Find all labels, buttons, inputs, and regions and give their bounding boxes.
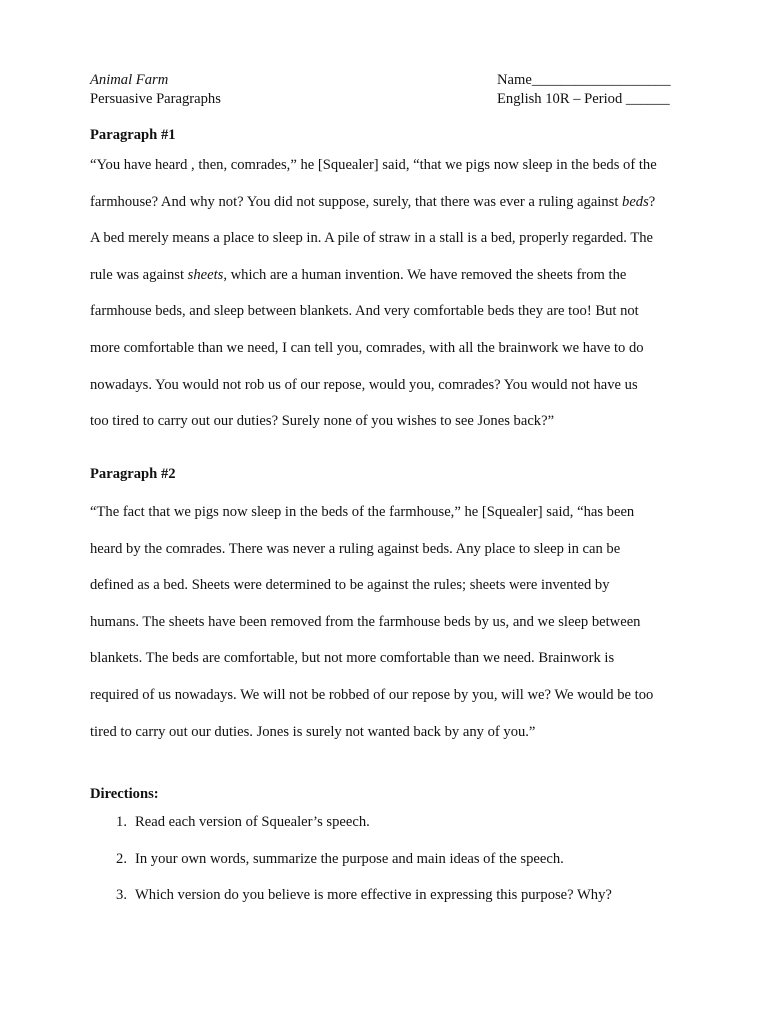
paragraph-2-line: heard by the comrades. There was never a ruling against beds. Any place to sleep in can be	[90, 540, 621, 557]
paragraph-2-line: humans. The sheets have been removed from the farmhouse beds by us, and we sleep between	[90, 613, 641, 630]
paragraph-1-line: rule was against sheets, which are a human invention. We have removed the sheets from the	[90, 266, 627, 283]
paragraph-1-line: “You have heard , then, comrades,” he [Squealer] said, “that we pigs now sleep in the beds of the	[90, 157, 657, 173]
emphasis-beds: beds	[622, 193, 649, 210]
book-title: Animal Farm	[90, 72, 169, 88]
paragraph-2-line: blankets. The beds are comfortable, but not more comfortable than we need. Brainwork is	[90, 650, 615, 667]
list-item	[90, 886, 690, 923]
paragraph-2-text	[90, 503, 690, 759]
list-item	[90, 813, 690, 850]
emphasis-sheets: sheets	[187, 266, 224, 283]
list-item-text: Which version do you believe is more effective in expressing this purpose? Why?	[135, 887, 612, 903]
class-period-field: English 10R – Period ______	[497, 91, 670, 107]
paragraph-1-line: farmhouse? And why not? You did not suppose, surely, that there was ever a ruling against beds?	[90, 193, 656, 210]
paragraph-1-line: A bed merely means a place to sleep in. A pile of straw in a stall is a bed, properly regarded. The	[90, 230, 654, 247]
directions-title: Directions:	[90, 786, 159, 802]
paragraph-1-line: more comfortable than we need, I can tell you, comrades, with all the brainwork we have to do	[90, 339, 644, 356]
worksheet-subtitle: Persuasive Paragraphs	[90, 91, 221, 107]
header-left	[90, 71, 221, 109]
list-item-number: 2.	[116, 850, 127, 867]
paragraph-1-title: Paragraph #1	[90, 127, 176, 143]
paragraph-2-line: required of us nowadays. We will not be robbed of our repose by you, will we? We would be too	[90, 686, 654, 703]
paragraph-1-line: farmhouse beds, and sleep between blankets. And very comfortable beds they are too! But not	[90, 303, 639, 320]
paragraph-1-text	[90, 156, 690, 449]
paragraph-2-line: tired to carry out our duties. Jones is surely not wanted back by any of you.”	[90, 723, 536, 740]
list-item-text: Read each version of Squealer’s speech.	[135, 814, 370, 830]
list-item-number: 1.	[116, 814, 127, 830]
paragraph-1-line: nowadays. You would not rob us of our repose, would you, comrades? You would not have us	[90, 376, 638, 393]
list-item-text: In your own words, summarize the purpose and main ideas of the speech.	[135, 850, 564, 867]
paragraph-2-line: defined as a bed. Sheets were determined to be against the rules; sheets were invented by	[90, 577, 610, 594]
directions-list	[90, 813, 690, 923]
list-item-number: 3.	[116, 887, 127, 903]
paragraph-2-line: “The fact that we pigs now sleep in the beds of the farmhouse,” he [Squealer] said, “has been	[90, 504, 635, 520]
name-field: Name___________________	[497, 72, 671, 88]
header-right	[497, 71, 671, 109]
list-item	[90, 850, 690, 887]
paragraph-2-title: Paragraph #2	[90, 466, 176, 482]
paragraph-1-line: too tired to carry out our duties? Surely none of you wishes to see Jones back?”	[90, 413, 555, 430]
